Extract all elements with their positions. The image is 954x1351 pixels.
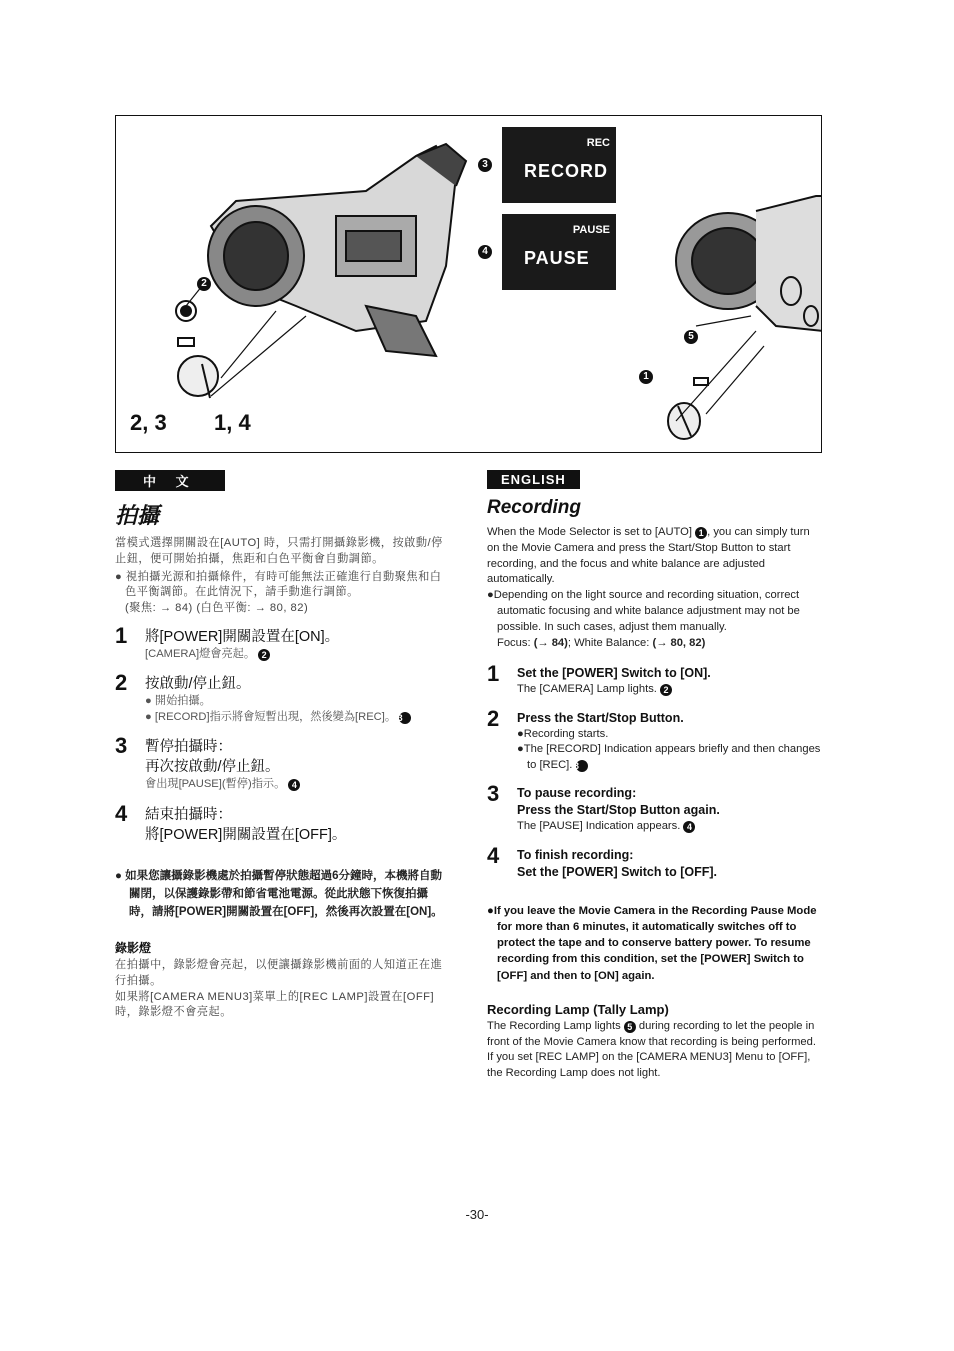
record-screen bbox=[502, 127, 616, 203]
english-step-1-sub-text: The [CAMERA] Lamp lights. bbox=[517, 683, 657, 696]
chinese-lamp-text-1: 在拍攝中，錄影燈會亮起，以便讓攝錄影機前面的人知道正在進行拍攝。 bbox=[115, 958, 443, 987]
rec-indicator: REC bbox=[586, 137, 610, 149]
english-bullet-1: ●Depending on the light source and recording situation, correct automatic focusing and white balance adjustment may not be possible. In such cases, adjust them manually. bbox=[487, 589, 800, 633]
chinese-step-1-sub bbox=[145, 647, 450, 663]
ref-marker-2-en: 2 bbox=[660, 684, 672, 696]
english-reference bbox=[487, 636, 822, 652]
english-step-2-head: Press the Start/Stop Button. bbox=[517, 710, 684, 725]
camcorder-illustration bbox=[116, 116, 822, 453]
step-label-1-4: 1, 4 bbox=[214, 410, 251, 435]
chinese-step-2-sub-1: ● 開始拍攝。 bbox=[145, 695, 211, 708]
english-step-4-number: 4 bbox=[487, 842, 500, 868]
english-intro-b: , you can simply turn on the Movie Camera and press the Start/Stop Button to start recording, and the focus and white balance are adjusted automatically. bbox=[487, 526, 810, 586]
english-step-2-number: 2 bbox=[487, 705, 500, 731]
chinese-step-3-number: 3 bbox=[115, 733, 128, 759]
english-lamp-text-2: If you set [REC LAMP] on the [CAMERA MENU3] Menu to [OFF], the Recording Lamp does not light. bbox=[487, 1051, 811, 1080]
chinese-column bbox=[115, 470, 450, 1021]
chinese-note-text: 如果您讓攝錄影機處於拍攝暫停狀態超過6分鐘時，本機將自動關閉，以保護錄影帶和節省電池電源。從此狀態下恢復拍攝時，請將[POWER]開關設置在[OFF]，然後再次設置在[ON]。 bbox=[125, 869, 443, 918]
chinese-bullet-1-ref: (聚焦: → 84) (白色平衡: → 80, 82) bbox=[125, 602, 309, 615]
chinese-title: 拍攝 bbox=[115, 503, 160, 529]
english-step-3-sub-text: The [PAUSE] Indication appears. bbox=[517, 820, 681, 833]
marker-1: 1 bbox=[639, 370, 653, 384]
chinese-step-2-head: 按啟動/停止鈕。 bbox=[145, 676, 251, 693]
english-title: Recording bbox=[487, 497, 581, 518]
english-note: ●If you leave the Movie Camera in the Recording Pause Mode for more than 6 minutes, it automatically switches off to protect the tape and to conserve battery power. To resume recording from this condition, set the [POWER] Switch to [OFF] and then to [ON] again. bbox=[487, 904, 817, 982]
chinese-step-4-head-1: 結束拍攝時： bbox=[145, 806, 232, 823]
chinese-step-1-number: 1 bbox=[115, 622, 128, 648]
chinese-step-3 bbox=[115, 733, 450, 793]
pause-indicator: PAUSE bbox=[524, 248, 590, 268]
ref-marker-4: 4 bbox=[288, 779, 300, 791]
ref-marker-4-en: 4 bbox=[683, 821, 695, 833]
chinese-bullet-1-text: 視拍攝光源和拍攝條件，有時可能無法正確進行自動聚焦和白色平衡調節。在此情況下，請手動進行調節。 bbox=[125, 570, 442, 599]
english-lamp-text-1 bbox=[487, 1019, 822, 1051]
ref-marker-3: 3 bbox=[399, 712, 411, 724]
english-step-4 bbox=[487, 842, 822, 881]
english-ref-focus: (→ 84) bbox=[533, 636, 568, 649]
chinese-step-3-sub-text: 會出現[PAUSE](暫停)指示。 bbox=[145, 778, 286, 791]
chinese-step-1-sub-text: [CAMERA]燈會亮起。 bbox=[145, 647, 256, 660]
english-step-1 bbox=[487, 661, 822, 698]
page-number: -30- bbox=[465, 1207, 489, 1222]
chinese-lamp-title: 錄影燈 bbox=[115, 940, 152, 955]
english-step-2 bbox=[487, 705, 822, 774]
english-step-3 bbox=[487, 781, 822, 835]
english-step-2-sub-2-text: ●The [RECORD] Indication appears briefly and then changes to [REC]. bbox=[517, 743, 821, 771]
chinese-step-2-sub-2: ● [RECORD]指示將會短暫出現，然後變為[REC]。 3 bbox=[145, 710, 450, 726]
english-step-1-sub bbox=[517, 682, 822, 698]
marker-2: 2 bbox=[197, 277, 211, 291]
english-lamp-text-1a: The Recording Lamp lights bbox=[487, 1019, 621, 1032]
chinese-note: ● 如果您讓攝錄影機處於拍攝暫停狀態超過6分鐘時，本機將自動關閉，以保護錄影帶和節省電池電源。從此狀態下恢復拍攝時，請將[POWER]開關設置在[OFF]，然後再次設置在[ON]。 bbox=[115, 869, 443, 918]
ref-marker-1: 1 bbox=[695, 527, 707, 539]
chinese-step-4 bbox=[115, 800, 450, 845]
marker-3: 3 bbox=[478, 158, 492, 172]
english-intro-a: When the Mode Selector is set to [AUTO] bbox=[487, 526, 692, 538]
english-column bbox=[487, 470, 822, 1082]
chinese-language-tag: 中 文 bbox=[115, 470, 225, 491]
record-indicator: RECORD bbox=[524, 161, 609, 181]
english-step-1-number: 1 bbox=[487, 661, 500, 687]
step-label-2-3: 2, 3 bbox=[130, 410, 167, 435]
chinese-step-3-sub bbox=[145, 777, 450, 793]
english-lamp-text-1b: during recording to let the people in front of the Movie Camera know that recording is being performed. bbox=[487, 1019, 816, 1048]
ref-marker-2: 2 bbox=[258, 649, 270, 661]
pause-screen bbox=[502, 214, 616, 290]
ref-marker-5: 5 bbox=[624, 1021, 636, 1033]
chinese-step-4-number: 4 bbox=[115, 800, 128, 826]
english-step-3-head-1: To pause recording: bbox=[517, 786, 637, 801]
ref-marker-3-en: 3 bbox=[576, 760, 588, 772]
chinese-step-2-sub-1-text: 開始拍攝。 bbox=[154, 695, 211, 708]
chinese-step-2-sub-2-text: [RECORD]指示將會短暫出現，然後變為[REC]。 bbox=[154, 710, 397, 723]
english-step-3-sub bbox=[517, 819, 822, 835]
marker-4: 4 bbox=[478, 245, 492, 259]
chinese-step-1-head: 將[POWER]開關設置在[ON]。 bbox=[145, 628, 340, 645]
chinese-step-3-head-1: 暫停拍攝時： bbox=[145, 739, 232, 756]
english-step-2-sub-1: ●Recording starts. bbox=[517, 727, 609, 740]
english-lamp-title: Recording Lamp (Tally Lamp) bbox=[487, 1001, 669, 1017]
chinese-step-3-head-2: 再次按啟動/停止鈕。 bbox=[145, 759, 280, 776]
marker-5: 5 bbox=[684, 330, 698, 344]
english-step-3-head-2: Press the Start/Stop Button again. bbox=[517, 803, 720, 818]
chinese-intro: 當模式選擇開關設在[AUTO] 時，只需打開攝錄影機，按啟動/停止鈕，便可開始拍攝，焦距和白色平衡會自動調節。 bbox=[115, 537, 443, 565]
chinese-step-1 bbox=[115, 622, 450, 663]
english-step-4-head-1: To finish recording: bbox=[517, 847, 634, 862]
english-ref-prefix: Focus: bbox=[497, 636, 534, 649]
chinese-step-4-head-2: 將[POWER]開關設置在[OFF]。 bbox=[145, 826, 347, 843]
english-step-4-head-2: Set the [POWER] Switch to [OFF]. bbox=[517, 864, 717, 879]
english-ref-mid: ; White Balance: bbox=[567, 636, 653, 649]
english-intro bbox=[487, 525, 822, 588]
english-ref-wb: (→ 80, 82) bbox=[652, 636, 706, 649]
english-step-3-number: 3 bbox=[487, 781, 500, 807]
english-step-1-head: Set the [POWER] Switch to [ON]. bbox=[517, 666, 711, 681]
illustration-panel bbox=[115, 115, 822, 453]
english-step-2-sub-2 bbox=[517, 742, 822, 773]
chinese-lamp-text-2: 如果將[CAMERA MENU3]菜單上的[REC LAMP]設置在[OFF]時，錄影燈不會亮起。 bbox=[115, 990, 435, 1019]
chinese-step-2-number: 2 bbox=[115, 670, 128, 696]
chinese-step-2 bbox=[115, 670, 450, 725]
english-language-tag: ENGLISH bbox=[487, 470, 580, 489]
pause-corner-indicator: PAUSE bbox=[572, 224, 610, 236]
chinese-bullet-1: ● 視拍攝光源和拍攝條件，有時可能無法正確進行自動聚焦和白色平衡調節。在此情況下，請手動進行調節。 (聚焦: → 84) (白色平衡: → 80, 82) bbox=[115, 570, 442, 615]
